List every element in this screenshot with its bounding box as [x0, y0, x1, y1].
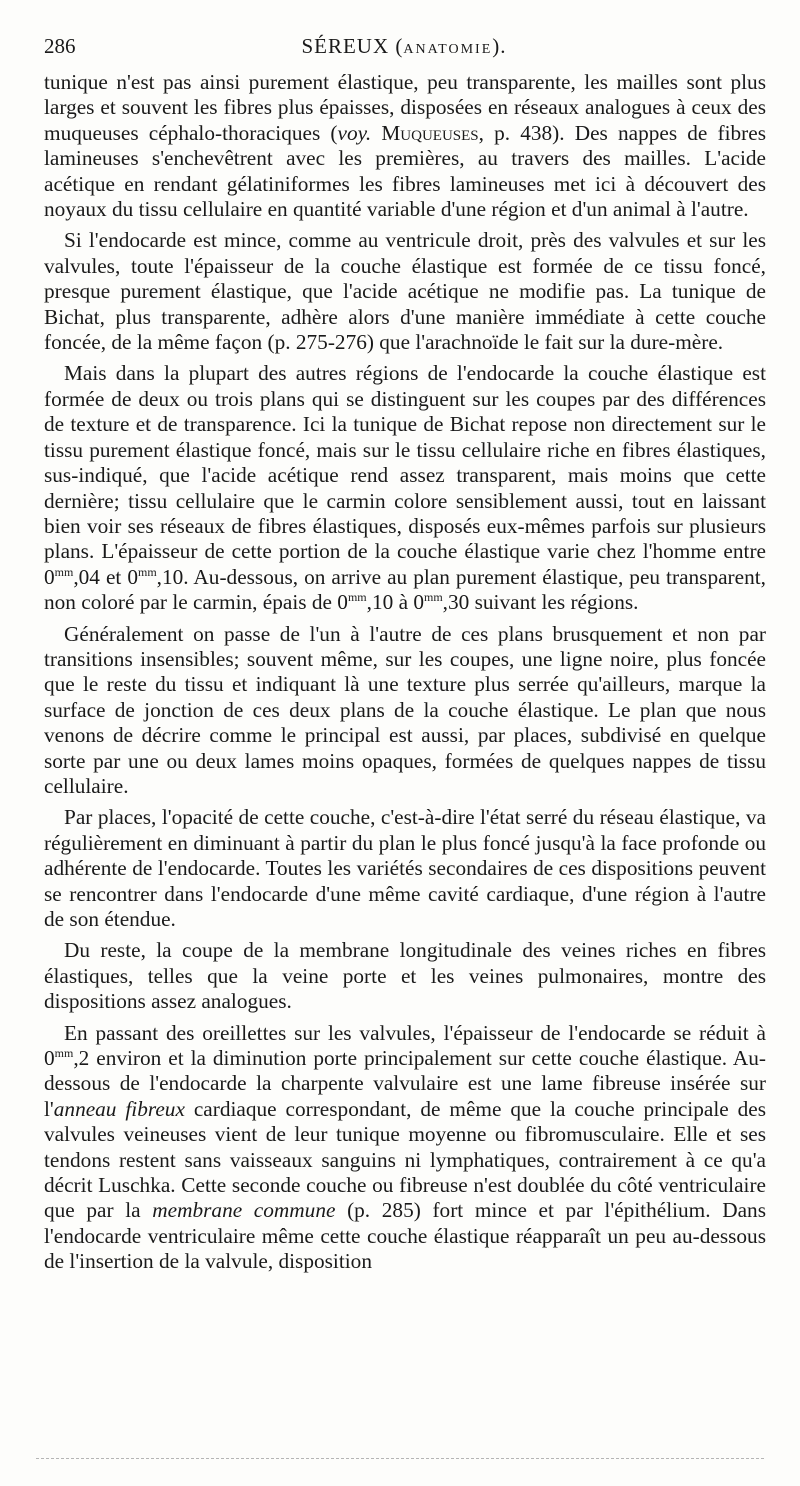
paragraph-4 [44, 622, 766, 800]
paragraph-7-italic: anneau fibreux [53, 1096, 185, 1121]
paragraph-3-text: ,30 suivant les régions. [442, 590, 639, 615]
paragraph-3-text: ,10 à 0 [366, 590, 424, 615]
running-title-sub: ANATOMIE [403, 42, 493, 57]
paragraph-3 [44, 361, 766, 615]
paragraph-1-italic: voy. [337, 120, 372, 145]
paragraph-5 [44, 805, 766, 932]
cross-reference: Muqueuses [381, 120, 479, 145]
bottom-rule [36, 1458, 764, 1459]
paragraph-1 [44, 70, 766, 222]
paragraph-7 [44, 1021, 766, 1275]
paragraph-7-italic: membrane commune [152, 1198, 336, 1223]
paragraph-2 [44, 228, 766, 355]
paragraph-7-text: cardiaque correspondant, de même que la couche principale des valvules veineuses vient de leur tunique moyenne ou fibromusculaire. Elle et ses tendons restent sans vaisseaux sanguins ni lymphatiques, contrairement à ce qu'a décrit Luschka. Cette seconde couche ou fibreuse n'est doublée du côté ventriculaire que par la [44, 1096, 766, 1223]
running-title-main: SÉREUX [301, 34, 390, 58]
running-title [44, 34, 764, 59]
paragraph-1-text [371, 121, 381, 145]
running-title-close: ). [492, 34, 507, 58]
paragraph-4-text: Généralement on passe de l'un à l'autre de ces plans brusquement et non par transitions insensibles; souvent même, sur les coupes, une ligne noire, plus foncée que le reste du tissu et indiquant là une texture plus serrée qu'ailleurs, marque la surface de jonction de ces deux plans de la couche élastique. Le plan que nous venons de décrire comme le principal est aussi, par places, subdivisé en quelque sorte par une ou deux lames moins opaques, formées de quelques nappes de tissu cellulaire. [44, 621, 766, 798]
unit-superscript: mm [54, 564, 74, 579]
paragraph-3-text: ,10. Au-dessous, on arrive au plan purement élastique, peu transparent, non coloré par le carmin, épais de 0 [44, 564, 766, 615]
paragraph-1-text: tunique n'est pas ainsi purement élastique, peu transparente, les mailles sont plus larges et souvent les fibres plus épaisses, disposées en réseaux analogues à ceux des muqueuses céphalo-thoraciques ( [44, 70, 766, 145]
running-title-open: ( [395, 34, 404, 58]
running-header [44, 34, 764, 64]
paragraph-1-text: , p. 438). Des nappes de fibres lamineuses s'enchevêtrent avec les premières, au travers des mailles. L'acide acétique en rendant gélatiniformes les fibres lamineuses met ici à découvert des noyaux du tissu cellulaire en quantité variable d'une région et d'un animal à l'autre. [44, 120, 767, 222]
paragraph-6-text: Du reste, la coupe de la membrane longitudinale des veines riches en fibres élastiques, telles que la veine porte et les veines pulmonaires, montre des dispositions assez analogues. [44, 938, 766, 1014]
unit-superscript: mm [54, 1045, 74, 1060]
unit-superscript: mm [347, 590, 367, 605]
paragraph-2-text: Si l'endocarde est mince, comme au ventricule droit, près des valvules et sur les valvules, toute l'épaisseur de la couche élastique est formée de ce tissu foncé, presque purement élastique, que l'acide acétique ne modifie pas. La tunique de Bichat, plus transparente, adhère alors d'une manière immédiate à cette couche foncée, de la même façon (p. 275-276) que l'arachnoïde le fait sur la dure-mère. [44, 228, 766, 355]
paragraph-5-text: Par places, l'opacité de cette couche, c'est-à-dire l'état serré du réseau élastique, va régulièrement en diminuant à partir du plan le plus foncé jusqu'à la face profonde ou adhérente de l'endocarde. Toutes les variétés secondaires de ces dispositions peuvent se rencontrer dans l'endocarde d'une même cavité cardiaque, d'une région à l'autre de son étendue. [44, 805, 766, 931]
paragraph-7-text: En passant des oreillettes sur les valvules, l'épaisseur de l'endocarde se réduit à 0 [44, 1020, 766, 1071]
paragraph-7-text: ,2 environ et la diminution porte principalement sur cette couche élastique. Au-dessous de l'endocarde la charpente valvulaire est une lame fibreuse insérée sur l' [44, 1046, 766, 1121]
page-number: 286 [44, 34, 76, 58]
paragraph-3-text: ,04 et 0 [73, 564, 138, 589]
paragraph-3-text: Mais dans la plupart des autres régions de l'endocarde la couche élastique est formée de deux ou trois plans qui se distinguent sur les coupes par des différences de texture et de transparence. Ici la tunique de Bichat repose non directement sur le tissu purement élastique foncé, mais sur le tissu cellulaire riche en fibres élastiques, sus-indiqué, que l'acide acétique rend assez transparent, mais moins que cette dernière; tissu cellulaire que le carmin colore sensiblement aussi, tout en laissant bien voir ses réseaux de fibres élastiques, disposés eux-mêmes parfois sur plusieurs plans. L'épaisseur de cette portion de la couche élastique varie chez l'homme entre 0 [44, 361, 766, 589]
unit-superscript: mm [424, 590, 443, 605]
paragraph-7-text: (p. 285) fort mince et par l'épithélium. Dans l'endocarde ventriculaire même cette couche élastique réapparaît un peu au-dessous de l'insertion de la valvule, disposition [44, 1198, 766, 1274]
body-text [44, 70, 766, 1281]
unit-superscript: mm [137, 564, 157, 579]
paragraph-6 [44, 938, 766, 1014]
